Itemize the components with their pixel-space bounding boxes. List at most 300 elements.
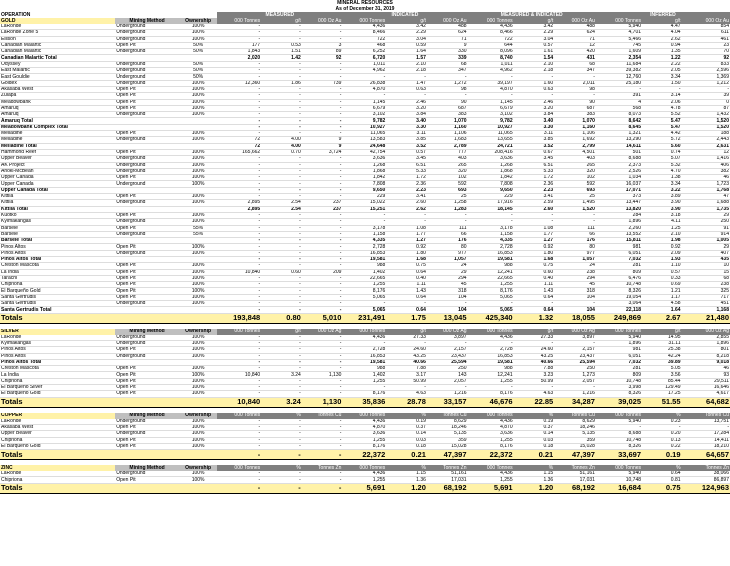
value-cell: 0.57 bbox=[642, 269, 682, 275]
value-cell: - bbox=[261, 219, 302, 225]
ownership: 100% bbox=[179, 366, 217, 372]
value-cell: - bbox=[261, 385, 302, 391]
totals-value: 249,869 bbox=[596, 313, 642, 323]
value-cell: 29 bbox=[427, 269, 468, 275]
unit-header: 000 Tonnes bbox=[596, 18, 642, 24]
value-cell: 501 bbox=[596, 149, 642, 155]
value-cell: 3.52 bbox=[386, 143, 427, 149]
totals-value: 5,010 bbox=[302, 313, 343, 323]
totals-value bbox=[115, 397, 179, 407]
value-cell: 1,160 bbox=[427, 124, 468, 130]
value-cell: - bbox=[261, 168, 302, 174]
value-cell: 318 bbox=[427, 288, 468, 294]
value-cell: 24.60 bbox=[514, 347, 555, 353]
totals-value: - bbox=[302, 450, 343, 460]
value-cell: 68 bbox=[682, 275, 730, 281]
value-cell: - bbox=[217, 359, 261, 365]
value-cell: 27.33 bbox=[386, 335, 427, 341]
value-cell: 89 bbox=[302, 49, 343, 55]
value-cell: 624 bbox=[554, 30, 596, 36]
value-cell: 8,645 bbox=[596, 124, 642, 130]
value-cell: 0.37 bbox=[514, 424, 555, 430]
value-cell: - bbox=[302, 187, 343, 193]
value-cell: 237 bbox=[302, 206, 343, 212]
value-cell: 1.60 bbox=[514, 80, 555, 86]
value-cell: - bbox=[342, 212, 386, 218]
value-cell: 8,218 bbox=[682, 353, 730, 359]
mining-method: Underground bbox=[115, 24, 179, 30]
operation-name: LaRonde bbox=[0, 471, 115, 477]
mining-method: Underground bbox=[115, 74, 179, 80]
mining-method: Underground bbox=[115, 301, 179, 307]
value-cell: - bbox=[261, 391, 302, 397]
value-cell: 977 bbox=[554, 250, 596, 256]
value-cell: 98 bbox=[427, 86, 468, 92]
value-cell: 91 bbox=[682, 225, 730, 231]
value-cell: 70 bbox=[682, 49, 730, 55]
value-cell: 3,102 bbox=[342, 112, 386, 118]
value-cell: 1.64 bbox=[642, 307, 682, 313]
value-cell: 1,255 bbox=[468, 378, 514, 384]
operation-name: Santa Gertrudis bbox=[0, 294, 115, 300]
value-cell: 488 bbox=[554, 24, 596, 30]
value-cell: 208,416 bbox=[468, 149, 514, 155]
value-cell: 3.34 bbox=[642, 74, 682, 80]
value-cell: 1.15 bbox=[514, 471, 555, 477]
totals-row bbox=[0, 397, 730, 407]
value-cell: 3.24 bbox=[261, 372, 302, 378]
totals-value: 2.67 bbox=[642, 313, 682, 323]
value-cell: 51,161 bbox=[554, 471, 596, 477]
mining-method: Underground bbox=[115, 200, 179, 206]
operation-name: El Barqueño Gold bbox=[0, 288, 115, 294]
value-cell: 1.25 bbox=[642, 225, 682, 231]
value-cell: - bbox=[217, 93, 261, 99]
mining-method: Open Pit bbox=[115, 347, 179, 353]
value-cell: 1,106 bbox=[554, 131, 596, 137]
value-cell: 24 bbox=[554, 263, 596, 269]
unit-header: 000 Tonnes bbox=[217, 413, 261, 419]
value-cell: 5,065 bbox=[468, 307, 514, 313]
unit-header: g/t bbox=[261, 18, 302, 24]
value-cell: 2.29 bbox=[514, 30, 555, 36]
value-cell: 0.22 bbox=[642, 443, 682, 449]
value-cell: 3.40 bbox=[386, 118, 427, 124]
value-cell: 1.54 bbox=[514, 55, 555, 61]
value-cell: - bbox=[217, 335, 261, 341]
value-cell: 809 bbox=[596, 269, 642, 275]
value-cell: 9,650 bbox=[342, 187, 386, 193]
mining-method: Open Pit bbox=[115, 372, 179, 378]
value-cell: 85.44 bbox=[642, 378, 682, 384]
unit-header: g/t bbox=[642, 329, 682, 335]
mining-method: Open Pit bbox=[115, 175, 179, 181]
totals-value: 1,130 bbox=[302, 397, 343, 407]
value-cell: 19,581 bbox=[342, 359, 386, 365]
value-cell: 5.60 bbox=[642, 143, 682, 149]
value-cell: 176 bbox=[427, 238, 468, 244]
value-cell: - bbox=[261, 366, 302, 372]
mining-method: Open Pit bbox=[115, 93, 179, 99]
value-cell: 45 bbox=[554, 282, 596, 288]
value-cell: 4 bbox=[596, 99, 642, 105]
value-cell: - bbox=[302, 168, 343, 174]
totals-value bbox=[179, 483, 217, 493]
value-cell: - bbox=[554, 219, 596, 225]
value-cell: 3,178 bbox=[468, 225, 514, 231]
value-cell: 3 bbox=[302, 42, 343, 48]
section-name: COPPER bbox=[0, 413, 115, 419]
value-cell: 10,840 bbox=[217, 269, 261, 275]
value-cell: - bbox=[302, 288, 343, 294]
value-cell: 644 bbox=[468, 42, 514, 48]
value-cell: - bbox=[302, 335, 343, 341]
value-cell: 16,853 bbox=[342, 250, 386, 256]
value-cell: 2.23 bbox=[386, 187, 427, 193]
value-cell: - bbox=[302, 124, 343, 130]
value-cell: 12,760 bbox=[596, 74, 642, 80]
value-cell: 717 bbox=[682, 294, 730, 300]
value-cell: 16,037 bbox=[596, 181, 642, 187]
value-cell: 1.93 bbox=[642, 256, 682, 262]
mining-method-header: Mining Method bbox=[115, 413, 179, 419]
value-cell: - bbox=[261, 477, 302, 483]
value-cell: 1.36 bbox=[514, 477, 555, 483]
value-cell: 3,102 bbox=[468, 112, 514, 118]
unit-header: 000 Oz Au bbox=[554, 18, 596, 24]
value-cell: 1,842 bbox=[468, 175, 514, 181]
mining-method: Underground bbox=[115, 219, 179, 225]
value-cell: 2.23 bbox=[514, 187, 555, 193]
mining-method: Open Pit bbox=[115, 42, 179, 48]
mining-method: Underground bbox=[115, 49, 179, 55]
value-cell: - bbox=[342, 385, 386, 391]
value-cell: 3.90 bbox=[642, 200, 682, 206]
value-cell: 1,842 bbox=[342, 175, 386, 181]
value-cell: 3.84 bbox=[514, 112, 555, 118]
value-cell: 8,073 bbox=[596, 112, 642, 118]
value-cell: - bbox=[468, 385, 514, 391]
operation-name: Upper Canada Total bbox=[0, 187, 115, 193]
value-cell: - bbox=[261, 335, 302, 341]
value-cell: 265 bbox=[427, 162, 468, 168]
totals-value: 34,287 bbox=[554, 397, 596, 407]
ownership: 50% bbox=[179, 74, 217, 80]
value-cell: 2.10 bbox=[514, 61, 555, 67]
value-cell: 4,870 bbox=[468, 424, 514, 430]
value-cell: 8,466 bbox=[468, 30, 514, 36]
value-cell: - bbox=[302, 391, 343, 397]
value-cell: - bbox=[261, 238, 302, 244]
value-cell: 2.60 bbox=[386, 200, 427, 206]
value-cell: 988 bbox=[342, 366, 386, 372]
value-cell: 981 bbox=[596, 244, 642, 250]
value-cell: 8,629 bbox=[427, 419, 468, 425]
value-cell: 68 bbox=[427, 61, 468, 67]
value-cell: 3,998 bbox=[596, 385, 642, 391]
value-cell: - bbox=[261, 36, 302, 42]
totals-value: 22,372 bbox=[342, 450, 386, 460]
value-cell: - bbox=[261, 307, 302, 313]
value-cell: 2.46 bbox=[514, 99, 555, 105]
value-cell: 1.35 bbox=[642, 49, 682, 55]
section-name: SILVER bbox=[0, 329, 115, 335]
operation-name: Anoki-McBean bbox=[0, 168, 115, 174]
mining-method: Underground bbox=[115, 80, 179, 86]
value-cell: - bbox=[217, 168, 261, 174]
value-cell: 10,748 bbox=[596, 378, 642, 384]
unit-header: Tonnes Zn bbox=[682, 465, 730, 471]
value-cell: 3.14 bbox=[642, 93, 682, 99]
value-cell: - bbox=[514, 219, 555, 225]
value-cell: 1,168 bbox=[682, 307, 730, 313]
value-cell: 104 bbox=[427, 307, 468, 313]
value-cell: - bbox=[302, 36, 343, 42]
ownership: 100% bbox=[179, 80, 217, 86]
value-cell: 3.34 bbox=[642, 181, 682, 187]
value-cell: 1.61 bbox=[514, 49, 555, 55]
value-cell: 98 bbox=[554, 86, 596, 92]
ownership: 100% bbox=[179, 156, 217, 162]
value-cell: - bbox=[386, 340, 427, 346]
value-cell: 1.15 bbox=[386, 471, 427, 477]
value-cell: - bbox=[302, 359, 343, 365]
unit-header: Tonnes Cu bbox=[302, 413, 343, 419]
value-cell: 1,416 bbox=[682, 156, 730, 162]
value-cell: - bbox=[217, 340, 261, 346]
unit-header: 000 Oz Ag bbox=[682, 329, 730, 335]
value-cell: 284 bbox=[596, 212, 642, 218]
value-cell: 1.64 bbox=[386, 49, 427, 55]
value-cell: - bbox=[261, 124, 302, 130]
value-cell: 3.84 bbox=[386, 112, 427, 118]
value-cell: 0.40 bbox=[386, 275, 427, 281]
value-cell: 0.69 bbox=[642, 282, 682, 288]
value-cell: - bbox=[261, 212, 302, 218]
value-cell: - bbox=[261, 181, 302, 187]
totals-label: Totals bbox=[0, 483, 115, 493]
value-cell: - bbox=[217, 307, 261, 313]
unit-header: 000 Tonnes bbox=[342, 465, 386, 471]
value-cell: 4,436 bbox=[342, 419, 386, 425]
value-cell: 0.75 bbox=[386, 263, 427, 269]
value-cell: 5,135 bbox=[427, 431, 468, 437]
unit-header: 000 Oz Au bbox=[302, 18, 343, 24]
value-cell: 0.14 bbox=[386, 431, 427, 437]
value-cell: 16,853 bbox=[468, 250, 514, 256]
value-cell: 8,176 bbox=[468, 288, 514, 294]
value-cell: - bbox=[468, 219, 514, 225]
value-cell: 102 bbox=[554, 175, 596, 181]
mining-method: Underground bbox=[115, 68, 179, 74]
totals-value bbox=[179, 313, 217, 323]
value-cell: 40.66 bbox=[514, 359, 555, 365]
value-cell: 12 bbox=[554, 42, 596, 48]
value-cell: - bbox=[427, 74, 468, 80]
value-cell: 833 bbox=[682, 61, 730, 67]
value-cell: 5,940 bbox=[596, 471, 642, 477]
value-cell: 238 bbox=[554, 269, 596, 275]
value-cell: - bbox=[217, 294, 261, 300]
mining-method: Open Pit bbox=[115, 437, 179, 443]
measured-indicated-header: MEASURED & INDICATED bbox=[468, 12, 596, 18]
value-cell: 0.92 bbox=[386, 244, 427, 250]
value-cell: 15,028 bbox=[427, 443, 468, 449]
operation-name: Kylmäkangas bbox=[0, 340, 115, 346]
value-cell: 8,176 bbox=[342, 288, 386, 294]
value-cell: 4.00 bbox=[261, 143, 302, 149]
totals-value: 22,372 bbox=[468, 450, 514, 460]
ownership: 100% bbox=[179, 263, 217, 269]
mining-method: Underground bbox=[115, 30, 179, 36]
mining-method: Underground bbox=[115, 181, 179, 187]
operation-name: El Barqueño Gold bbox=[0, 443, 115, 449]
value-cell: 1.36 bbox=[386, 477, 427, 483]
ownership: 50% bbox=[179, 68, 217, 74]
value-cell: 16,646 bbox=[682, 385, 730, 391]
value-cell: - bbox=[217, 187, 261, 193]
ownership: 50% bbox=[179, 42, 217, 48]
value-cell: 281 bbox=[596, 366, 642, 372]
value-cell: 1,268 bbox=[342, 162, 386, 168]
value-cell: 46 bbox=[682, 366, 730, 372]
value-cell: - bbox=[342, 340, 386, 346]
value-cell: 176 bbox=[554, 238, 596, 244]
value-cell: 104 bbox=[554, 307, 596, 313]
value-cell: 809 bbox=[596, 372, 642, 378]
value-cell: 23 bbox=[682, 42, 730, 48]
value-cell: 0.40 bbox=[514, 275, 555, 281]
value-cell: 3,636 bbox=[342, 156, 386, 162]
value-cell: 4.00 bbox=[261, 137, 302, 143]
value-cell: 14,611 bbox=[596, 143, 642, 149]
operation-name: LaRonde bbox=[0, 335, 115, 341]
value-cell: 15,022 bbox=[342, 200, 386, 206]
value-cell: 29,511 bbox=[682, 378, 730, 384]
value-cell: - bbox=[217, 212, 261, 218]
value-cell: 0.59 bbox=[386, 42, 427, 48]
operation-name: Meadowbank Complex Total bbox=[0, 124, 115, 130]
mining-method: Open Pit bbox=[115, 269, 179, 275]
value-cell: 1,057 bbox=[427, 256, 468, 262]
operation-name: Santa Gertrudis bbox=[0, 301, 115, 307]
value-cell: 2,443 bbox=[682, 137, 730, 143]
value-cell: 3.11 bbox=[514, 131, 555, 137]
value-cell: 0.64 bbox=[642, 471, 682, 477]
value-cell: - bbox=[302, 24, 343, 30]
value-cell: 50.99 bbox=[386, 378, 427, 384]
totals-value: 33,697 bbox=[596, 450, 642, 460]
value-cell: 3.56 bbox=[642, 372, 682, 378]
value-cell: 1,158 bbox=[468, 231, 514, 237]
value-cell: - bbox=[261, 301, 302, 307]
value-cell: 2,855 bbox=[682, 335, 730, 341]
value-cell: 1,283 bbox=[427, 206, 468, 212]
value-cell: - bbox=[514, 301, 555, 307]
value-cell: 1,145 bbox=[342, 99, 386, 105]
value-cell: - bbox=[302, 275, 343, 281]
value-cell: - bbox=[386, 385, 427, 391]
value-cell: - bbox=[217, 61, 261, 67]
ownership: 100% bbox=[179, 181, 217, 187]
value-cell: 5,065 bbox=[342, 294, 386, 300]
value-cell: 104 bbox=[554, 294, 596, 300]
unit-header: % bbox=[514, 465, 555, 471]
mining-method: Open Pit bbox=[115, 149, 179, 155]
ownership: 100% bbox=[179, 269, 217, 275]
value-cell: 15,028 bbox=[554, 443, 596, 449]
page-subtitle: As of December 31, 2019 bbox=[335, 6, 395, 12]
operation-name: Akasaba West bbox=[0, 424, 115, 430]
value-cell: - bbox=[261, 131, 302, 137]
value-cell: 68 bbox=[554, 61, 596, 67]
value-cell: 8,326 bbox=[596, 288, 642, 294]
value-cell: 4.70 bbox=[642, 168, 682, 174]
totals-value: 64,682 bbox=[682, 397, 730, 407]
value-cell: 4.11 bbox=[642, 219, 682, 225]
totals-value: 1.32 bbox=[514, 313, 555, 323]
value-cell: - bbox=[302, 175, 343, 181]
value-cell: - bbox=[302, 378, 343, 384]
value-cell: 2.22 bbox=[642, 61, 682, 67]
value-cell: - bbox=[302, 238, 343, 244]
operation-name: Pinos Altos bbox=[0, 250, 115, 256]
value-cell: - bbox=[427, 340, 468, 346]
value-cell: - bbox=[217, 225, 261, 231]
value-cell: 1,070 bbox=[427, 118, 468, 124]
value-cell: 237 bbox=[302, 200, 343, 206]
totals-value: 64,657 bbox=[682, 450, 730, 460]
value-cell: 320 bbox=[554, 168, 596, 174]
ownership: 100% bbox=[179, 335, 217, 341]
totals-value: 68,192 bbox=[554, 483, 596, 493]
ownership: 100% bbox=[179, 378, 217, 384]
ownership: 55% bbox=[179, 225, 217, 231]
value-cell: 1,402 bbox=[342, 372, 386, 378]
value-cell: - bbox=[302, 30, 343, 36]
mining-method: Underground bbox=[115, 340, 179, 346]
value-cell: 2.36 bbox=[386, 181, 427, 187]
ownership: 100% bbox=[179, 30, 217, 36]
value-cell: 1,258 bbox=[427, 200, 468, 206]
mining-method: Underground bbox=[115, 250, 179, 256]
value-cell: 0.92 bbox=[514, 244, 555, 250]
value-cell: 2.59 bbox=[514, 200, 555, 206]
value-cell: - bbox=[554, 212, 596, 218]
value-cell: 2,728 bbox=[468, 347, 514, 353]
value-cell: 19,581 bbox=[342, 256, 386, 262]
totals-value: - bbox=[302, 483, 343, 493]
value-cell: - bbox=[261, 347, 302, 353]
value-cell: - bbox=[302, 353, 343, 359]
value-cell: 22,118 bbox=[596, 307, 642, 313]
operation-name: La India bbox=[0, 269, 115, 275]
operation-name: Upper Beaver bbox=[0, 156, 115, 162]
value-cell: 229 bbox=[342, 194, 386, 200]
value-cell: 1,216 bbox=[427, 391, 468, 397]
value-cell: 1,609 bbox=[596, 49, 642, 55]
value-cell: 1,255 bbox=[468, 282, 514, 288]
value-cell: 1.68 bbox=[514, 256, 555, 262]
value-cell: 0.63 bbox=[386, 86, 427, 92]
value-cell: 7.88 bbox=[514, 366, 555, 372]
value-cell: 80 bbox=[427, 244, 468, 250]
value-cell: 9,782 bbox=[342, 118, 386, 124]
value-cell: 693 bbox=[427, 187, 468, 193]
value-cell: - bbox=[427, 385, 468, 391]
mining-method: Open Pit bbox=[115, 86, 179, 92]
value-cell: - bbox=[261, 175, 302, 181]
